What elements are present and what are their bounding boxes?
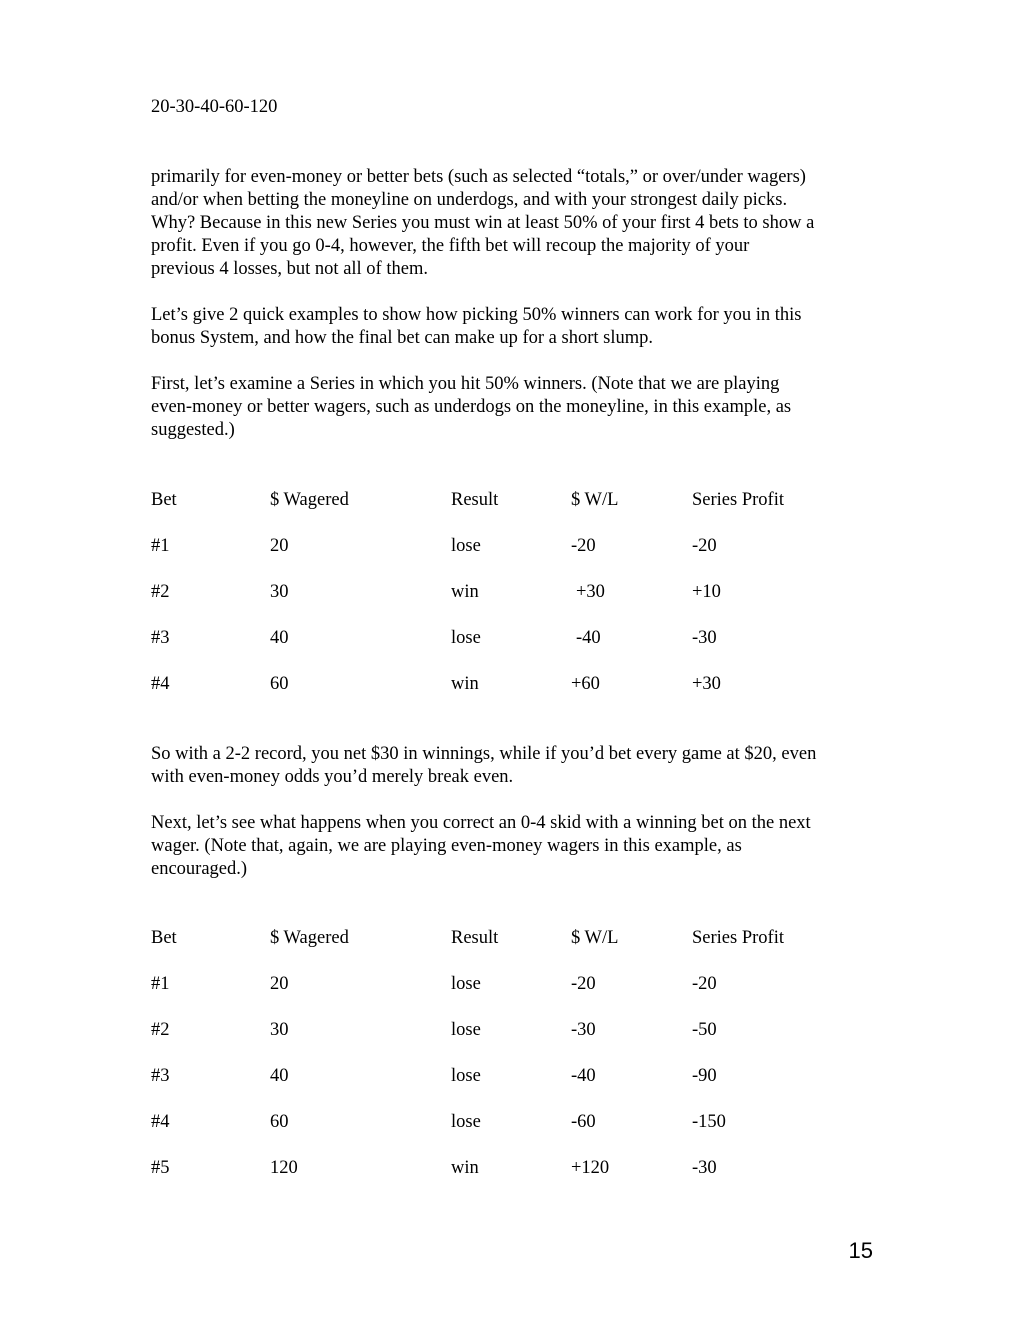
table-cell: 30 — [270, 582, 289, 602]
paragraph-line: First, let’s examine a Series in which you hit 50% winners. (Note that we are playing — [151, 374, 780, 394]
table-cell: lose — [451, 536, 481, 556]
section-header: 20-30-40-60-120 — [151, 97, 278, 117]
table-cell: lose — [451, 1066, 481, 1086]
table-cell: win — [451, 1158, 479, 1178]
table-cell: #2 — [151, 582, 170, 602]
table-cell: +120 — [571, 1158, 610, 1178]
page-number: 15 — [848, 1238, 873, 1263]
table-header-cell: Series Profit — [692, 928, 784, 948]
table-cell: #2 — [151, 1020, 170, 1040]
table-cell: -30 — [692, 1158, 717, 1178]
table-cell: #3 — [151, 1066, 170, 1086]
table-cell: lose — [451, 628, 481, 648]
table-header-cell: $ Wagered — [270, 928, 349, 948]
table-cell: #5 — [151, 1158, 170, 1178]
table-header-cell: Series Profit — [692, 490, 784, 510]
table-cell: -150 — [692, 1112, 726, 1132]
table-cell: win — [451, 582, 479, 602]
table-cell: #4 — [151, 1112, 170, 1132]
paragraph-line: Why? Because in this new Series you must win at least 50% of your first 4 bets to show a — [151, 213, 815, 233]
paragraph-line: bonus System, and how the final bet can make up for a short slump. — [151, 328, 653, 348]
paragraph-line: wager. (Note that, again, we are playing even-money wagers in this example, as — [151, 836, 742, 856]
paragraph-line: and/or when betting the moneyline on underdogs, and with your strongest daily picks. — [151, 190, 788, 210]
table-cell: -20 — [692, 974, 717, 994]
table-cell: 40 — [270, 628, 289, 648]
table-cell: -20 — [571, 974, 596, 994]
paragraph-line: with even-money odds you’d merely break even. — [151, 767, 514, 787]
paragraph-line: Next, let’s see what happens when you correct an 0-4 skid with a winning bet on the next — [151, 813, 811, 833]
table-cell: 20 — [270, 536, 289, 556]
table-cell: -20 — [571, 536, 596, 556]
paragraph-line: suggested.) — [151, 420, 235, 440]
table-cell: #3 — [151, 628, 170, 648]
table-header-cell: Bet — [151, 928, 177, 948]
table-cell: 30 — [270, 1020, 289, 1040]
paragraph-line: profit. Even if you go 0-4, however, the fifth bet will recoup the majority of your — [151, 236, 750, 256]
table-cell: +10 — [692, 582, 721, 602]
table-header-cell: Bet — [151, 490, 177, 510]
paragraph-line: previous 4 losses, but not all of them. — [151, 259, 428, 279]
table-cell: +30 — [576, 582, 605, 602]
table-cell: #1 — [151, 974, 170, 994]
table-cell: #4 — [151, 674, 170, 694]
table-header-cell: $ W/L — [571, 928, 619, 948]
table-cell: +60 — [571, 674, 600, 694]
table-header-cell: Result — [451, 928, 499, 948]
table-cell: -30 — [692, 628, 717, 648]
table-cell: win — [451, 674, 479, 694]
table-cell: -40 — [576, 628, 601, 648]
table-cell: #1 — [151, 536, 170, 556]
table-cell: 60 — [270, 1112, 289, 1132]
table-cell: -60 — [571, 1112, 596, 1132]
table-cell: 60 — [270, 674, 289, 694]
paragraph-line: Let’s give 2 quick examples to show how picking 50% winners can work for you in this — [151, 305, 802, 325]
table-cell: lose — [451, 1112, 481, 1132]
table-header-cell: $ W/L — [571, 490, 619, 510]
table-cell: lose — [451, 974, 481, 994]
table-cell: 120 — [270, 1158, 298, 1178]
paragraph-line: primarily for even-money or better bets (such as selected “totals,” or over/under wagers) — [151, 167, 806, 187]
table-cell: +30 — [692, 674, 721, 694]
table-cell: lose — [451, 1020, 481, 1040]
table-header-cell: $ Wagered — [270, 490, 349, 510]
table-cell: 40 — [270, 1066, 289, 1086]
table-cell: -90 — [692, 1066, 717, 1086]
table-cell: -40 — [571, 1066, 596, 1086]
table-cell: -50 — [692, 1020, 717, 1040]
table-cell: -20 — [692, 536, 717, 556]
table-header-cell: Result — [451, 490, 499, 510]
paragraph-line: even-money or better wagers, such as underdogs on the moneyline, in this example, as — [151, 397, 792, 417]
paragraph-line: So with a 2-2 record, you net $30 in winnings, while if you’d bet every game at $20, even — [151, 744, 817, 764]
table-cell: 20 — [270, 974, 289, 994]
paragraph-line: encouraged.) — [151, 859, 248, 879]
table-cell: -30 — [571, 1020, 596, 1040]
